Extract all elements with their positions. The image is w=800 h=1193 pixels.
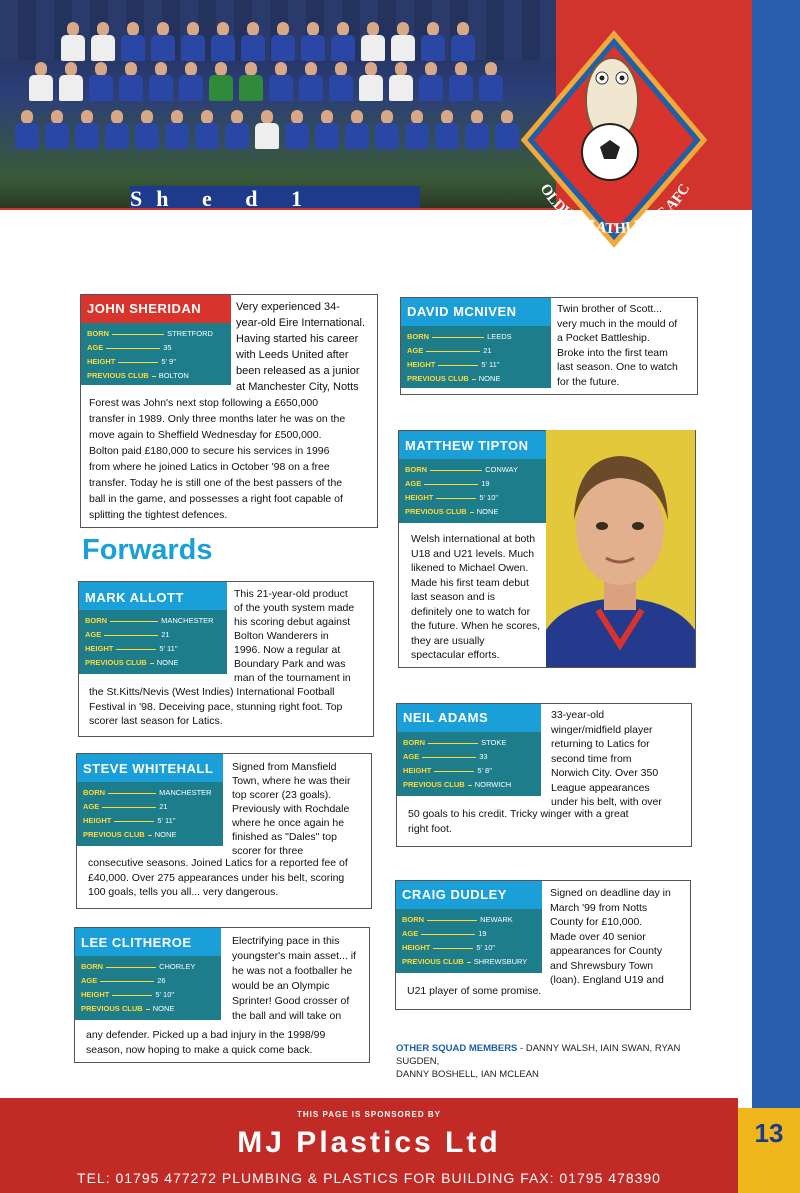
player-bio-continued: Forest was John's next stop following a £650,000 transfer in 1989. Only three months later he was on the move again to Sheffield Wednesday for £500,000. Bolton paid £180,000 to secure his services in 1996 from where he joined Latics in October '98 on a free transfer. Today he is still one of the best passers of the ball in the game, and possesses a right foot capable of splitting the tightest defences. bbox=[89, 397, 346, 521]
side-stripe bbox=[752, 0, 800, 1108]
oldham-crest-logo bbox=[518, 30, 710, 250]
team-player-figure bbox=[74, 110, 100, 160]
team-player-figure bbox=[374, 110, 400, 160]
sponsor-contact: TEL: 01795 477272 PLUMBING & PLASTICS FOR BUILDING FAX: 01795 478390 bbox=[77, 1170, 661, 1186]
player-bio: Very experienced 34- year-old Eire International. Having started his career with Leeds United after been released as a junior at Manchester City, Notts bbox=[236, 301, 366, 393]
player-name: MATTHEW TIPTON bbox=[405, 438, 529, 453]
player-stats: BORN CONWAY AGE 19 HEIGHT 5' 10" PREVIOUS CLUB NONE bbox=[399, 459, 547, 523]
player-stats: BORN STRETFORD AGE 35 HEIGHT 5' 9" PREVIOUS CLUB BOLTON bbox=[81, 323, 231, 385]
portrait-illustration bbox=[546, 430, 695, 667]
player-stats: BORN CHORLEY AGE 26 HEIGHT 5' 10" PREVIOUS CLUB NONE bbox=[75, 956, 221, 1020]
sponsor-company: MJ Plastics Ltd bbox=[237, 1126, 501, 1159]
sponsored-by-label: THIS PAGE IS SPONSORED BY bbox=[297, 1110, 441, 1119]
team-player-figure bbox=[404, 110, 430, 160]
team-player-figure bbox=[284, 110, 310, 160]
player-bio: Twin brother of Scott... very much in the mould of a Pocket Battleship. Broke into the first team last season. One to watch for the future. bbox=[557, 303, 678, 388]
crest-text: OLDHAM ATHLETIC AFC bbox=[536, 181, 694, 238]
team-player-figure bbox=[464, 110, 490, 160]
team-player-figure bbox=[238, 62, 264, 112]
team-player-figure bbox=[494, 110, 520, 160]
player-card-adams bbox=[396, 703, 692, 847]
player-bio: This 21-year-old product of the youth system made his scoring debut against Bolton Wanderers in 1996. Now a regular at Boundary Park and was man of the tournament in bbox=[234, 588, 355, 684]
team-player-figure bbox=[388, 62, 414, 112]
team-player-figure bbox=[44, 110, 70, 160]
player-card-allott bbox=[78, 581, 374, 737]
player-bio: 33-year-old winger/midfield player returning to Latics for second time from Norwich City. Over 350 League appearances under his belt, with over bbox=[551, 709, 662, 808]
team-player-figure bbox=[208, 62, 234, 112]
player-bio-continued: any defender. Picked up a bad injury in the 1998/99 season, now hoping to make a quick come back. bbox=[86, 1029, 326, 1056]
player-stats: BORN STOKE AGE 33 HEIGHT 5' 8" PREVIOUS CLUB NORWICH bbox=[397, 732, 541, 796]
player-card-whitehall bbox=[76, 753, 372, 909]
other-squad-label: OTHER SQUAD MEMBERS bbox=[396, 1043, 518, 1054]
player-bio-continued: U21 player of some promise. bbox=[407, 985, 542, 997]
team-player-figure bbox=[28, 62, 54, 112]
team-player-figure bbox=[178, 62, 204, 112]
team-player-figure bbox=[344, 110, 370, 160]
player-name: MARK ALLOTT bbox=[85, 590, 184, 605]
section-heading-forwards: Forwards bbox=[82, 534, 213, 566]
photo-sign: Sh e d 1 bbox=[130, 186, 420, 208]
team-photo bbox=[0, 0, 556, 208]
team-player-figure bbox=[328, 62, 354, 112]
player-card-mcniven bbox=[400, 297, 698, 395]
team-player-figure bbox=[118, 62, 144, 112]
team-player-figure bbox=[254, 110, 280, 160]
player-stats: BORN LEEDS AGE 21 HEIGHT 5' 11" PREVIOUS CLUB NONE bbox=[401, 326, 551, 388]
team-player-figure bbox=[88, 62, 114, 112]
team-player-figure bbox=[358, 62, 384, 112]
team-player-figure bbox=[104, 110, 130, 160]
team-player-figure bbox=[434, 110, 460, 160]
team-player-figure bbox=[268, 62, 294, 112]
team-player-figure bbox=[134, 110, 160, 160]
team-player-figure bbox=[194, 110, 220, 160]
player-bio: Signed from Mansfield Town, where he was their top scorer (23 goals). Previously with Rochdale where he once again he finished as "Dales" top scorer for three bbox=[232, 761, 351, 857]
player-name: NEIL ADAMS bbox=[403, 710, 489, 725]
team-player-figure bbox=[298, 62, 324, 112]
player-card-clitheroe bbox=[74, 927, 370, 1063]
team-player-figure bbox=[448, 62, 474, 112]
player-bio: Signed on deadline day in March '99 from Notts County for £10,000. Made over 40 senior appearances for County and Shrewsbury Town (loan). England U19 and bbox=[550, 887, 671, 986]
team-player-figure bbox=[148, 62, 174, 112]
player-name: STEVE WHITEHALL bbox=[83, 761, 214, 776]
team-player-figure bbox=[58, 62, 84, 112]
player-bio-continued: the St.Kitts/Nevis (West Indies) International Football Festival in '98. Deceiving pace, stunning right foot. Top scorer last season for Latics. bbox=[89, 686, 343, 727]
player-card-dudley bbox=[395, 880, 691, 1010]
page-number: 13 bbox=[754, 1118, 784, 1148]
other-squad-members: OTHER SQUAD MEMBERS - DANNY WALSH, IAIN SWAN, RYAN SUGDEN, DANNY BOSHELL, IAN MCLEAN bbox=[396, 1043, 681, 1080]
player-stats: BORN MANCHESTER AGE 21 HEIGHT 5' 11" PREVIOUS CLUB NONE bbox=[79, 610, 227, 674]
player-name: CRAIG DUDLEY bbox=[402, 887, 507, 902]
team-player-figure bbox=[314, 110, 340, 160]
player-stats: BORN MANCHESTER AGE 21 HEIGHT 5' 11" PREVIOUS CLUB NONE bbox=[77, 782, 223, 846]
player-bio: Electrifying pace in this youngster's main asset... if he was not a footballer he would be an Olympic Sprinter! Good crosser of the ball and will take on bbox=[232, 935, 356, 1022]
player-bio: Welsh international at both U18 and U21 levels. Much likened to Michael Owen. Made his first team debut last season and is definitely one to watch for the future. When he scores, they are usually spectacular efforts. bbox=[411, 533, 540, 661]
player-name: JOHN SHERIDAN bbox=[87, 301, 202, 316]
player-bio-continued: 50 goals to his credit. Tricky winger with a great right foot. bbox=[408, 808, 629, 835]
player-name: DAVID MCNIVEN bbox=[407, 304, 517, 319]
team-player-figure bbox=[224, 110, 250, 160]
player-card-sheridan bbox=[80, 294, 378, 528]
player-portrait-tipton bbox=[546, 430, 695, 667]
team-player-figure bbox=[14, 110, 40, 160]
team-player-figure bbox=[478, 62, 504, 112]
team-player-figure bbox=[164, 110, 190, 160]
player-stats: BORN NEWARK AGE 19 HEIGHT 5' 10" PREVIOUS CLUB SHREWSBURY bbox=[396, 909, 542, 973]
team-player-figure bbox=[418, 62, 444, 112]
player-name: LEE CLITHEROE bbox=[81, 935, 192, 950]
player-bio-continued: consecutive seasons. Joined Latics for a reported fee of £40,000. Over 275 appearances under his belt, scoring 100 goals, tells you all... very dangerous. bbox=[88, 857, 348, 898]
